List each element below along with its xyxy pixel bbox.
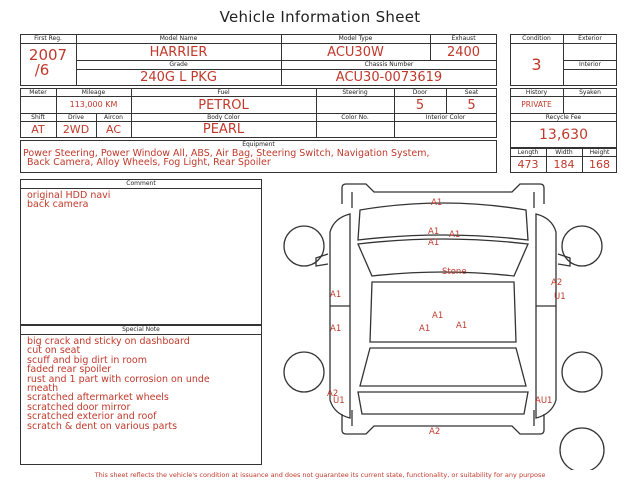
special-note-line: big crack and sticky on dashboard (27, 336, 190, 347)
comment-line: original HDD navi (27, 190, 111, 201)
damage-mark: A1 (456, 321, 468, 331)
door-label: Door (412, 89, 428, 96)
length: 473 (517, 158, 539, 171)
history-label: History (525, 89, 548, 96)
width: 184 (553, 158, 575, 171)
model-type: ACU30W (327, 45, 384, 60)
shift-label: Shift (31, 114, 45, 121)
grade: 240G L PKG (140, 70, 217, 85)
damage-mark: U1 (333, 396, 345, 406)
damage-mark: A1 (330, 324, 342, 334)
body-color-label: Body Color (207, 114, 240, 121)
equipment-line-1: Power Steering, Power Window All, ABS, Air Bag, Steering Switch, Navigation System, (23, 148, 430, 159)
special-note-line: scratched door mirror (27, 401, 131, 413)
width-label: Width (555, 149, 573, 156)
fuel: PETROL (198, 98, 249, 113)
special-note-line: scratched exterior and roof (27, 411, 157, 423)
interior-color-label: Interior Color (425, 114, 466, 121)
right-side-outline (536, 214, 556, 418)
hood-outline (358, 203, 528, 240)
condition-label: Condition (522, 35, 551, 42)
chassis-number: ACU30-0073619 (335, 70, 443, 85)
damage-mark: A1 (419, 324, 431, 334)
comment-line: back camera (27, 199, 89, 211)
disclaimer-footer: This sheet reflects the vehicle's condition at issuance and does not guarantee its current state, functionality, or suitability for any purpose (94, 471, 546, 479)
front-left-wheel-icon (284, 226, 324, 266)
rear-right-wheel-icon (562, 352, 602, 392)
damage-mark: A2 (327, 389, 339, 399)
grade-label: Grade (169, 61, 188, 68)
sheet-title: Vehicle Information Sheet (219, 8, 421, 26)
height-label: Height (589, 149, 610, 156)
damage-mark: A1 (432, 311, 444, 321)
damage-mark: Stone (442, 267, 467, 277)
damage-mark: A1 (449, 230, 461, 240)
special-note-line: scratched aftermarket wheels (27, 392, 169, 404)
special-note-line: rust and 1 part with corrosion on unde (27, 373, 210, 385)
damage-mark: A2 (551, 278, 563, 288)
syaken-label: Syaken (579, 89, 601, 96)
exhaust-label: Exhaust (451, 35, 476, 42)
chassis-number-label: Chassis Number (364, 61, 414, 68)
recycle-fee: 13,630 (539, 127, 588, 143)
equipment-line-2: Back Camera, Alloy Wheels, Fog Light, Rear Spoiler (27, 157, 271, 168)
exterior-label: Exterior (578, 35, 602, 42)
first-reg-label: First Reg. (34, 35, 62, 42)
special-note-line: cut on seat (27, 345, 81, 357)
color-no-label: Color No. (341, 114, 369, 121)
door: 5 (415, 98, 425, 113)
interior-label: Interior (579, 61, 601, 68)
seat: 5 (467, 98, 476, 113)
car-damage-diagram (270, 178, 620, 470)
model-type-label: Model Type (338, 35, 373, 42)
seat-label: Seat (464, 89, 479, 96)
aircon: AC (105, 123, 121, 136)
aircon-label: Aircon (104, 114, 123, 121)
damage-mark: A1 (428, 238, 440, 248)
equipment-list (23, 149, 429, 167)
damage-mark: A1 (428, 227, 440, 237)
first-reg-month: /6 (34, 61, 50, 79)
tailgate-outline (358, 392, 528, 414)
damage-mark: A1 (431, 198, 443, 208)
front-right-wheel-icon (562, 226, 602, 266)
comment-label: Comment (126, 180, 156, 187)
history: PRIVATE (521, 100, 552, 109)
rear-left-wheel-icon (284, 352, 324, 392)
model-name-label: Model Name (159, 35, 198, 42)
left-side-outline (330, 214, 350, 418)
special-note-label: Special Note (122, 326, 160, 333)
spare-wheel-icon (560, 428, 604, 470)
drive: 2WD (62, 123, 90, 136)
length-label: Length (517, 149, 539, 156)
comment-lines (27, 191, 110, 210)
steering-label: Steering (342, 89, 368, 96)
damage-mark: A1 (330, 290, 342, 300)
damage-mark: AU1 (535, 396, 553, 406)
front-bumper-outline (342, 184, 544, 204)
model-name: HARRIER (149, 45, 208, 60)
drive-label: Drive (68, 114, 84, 121)
special-note-line: scratch & dent on various parts (27, 420, 178, 432)
special-note-lines (27, 337, 210, 431)
recycle-fee-label: Recycle Fee (545, 114, 582, 121)
damage-mark: A2 (429, 427, 441, 437)
fuel-label: Fuel (217, 89, 230, 96)
body-color: PEARL (202, 122, 245, 137)
mileage: 113,000 KM (69, 100, 118, 109)
height: 168 (589, 158, 610, 171)
shift: AT (31, 123, 45, 136)
meter-label: Meter (29, 89, 47, 96)
condition-grade: 3 (531, 55, 542, 74)
special-note-line: scuff and big dirt in room (27, 354, 147, 366)
rear-bumper-outline (342, 414, 544, 434)
special-note-line: rneath (27, 383, 59, 395)
rear-window-outline (360, 348, 526, 386)
exhaust: 2400 (446, 45, 481, 60)
first-reg-year: 2007 (28, 46, 68, 64)
mileage-label: Mileage (81, 89, 106, 96)
special-note-line: faded rear spoiler (27, 364, 112, 376)
damage-mark: U1 (554, 292, 566, 302)
equipment-label: Equipment (242, 141, 275, 148)
